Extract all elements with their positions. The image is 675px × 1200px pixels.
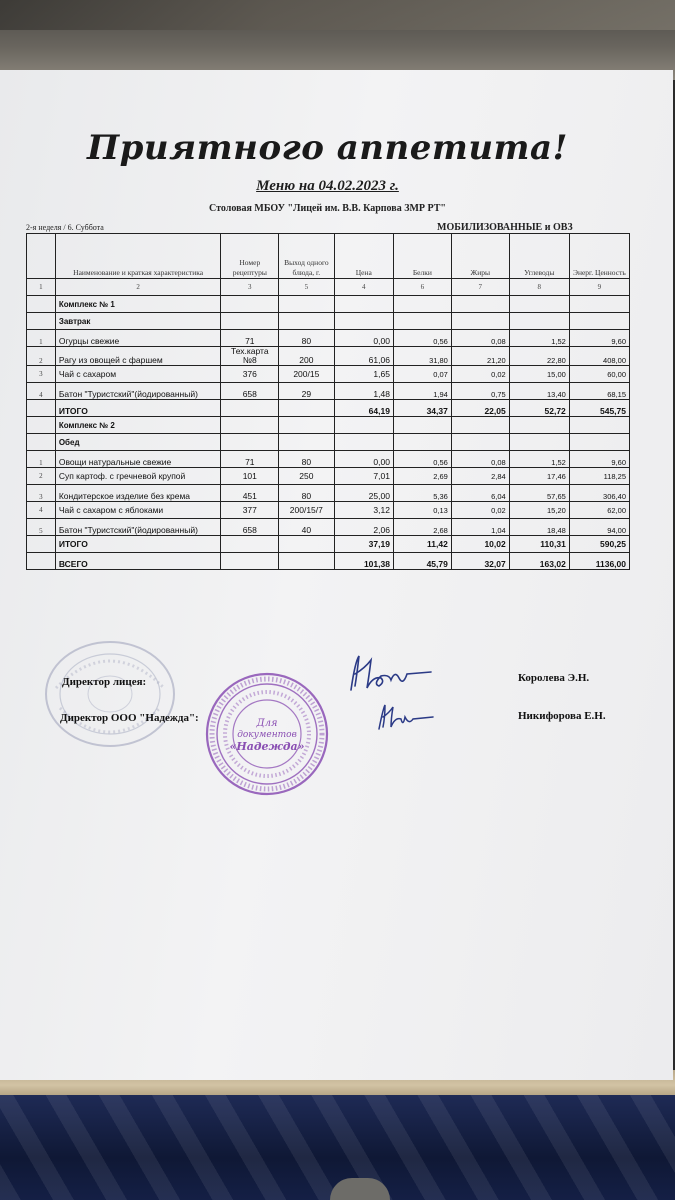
stamp-line-3: «Надежда» (229, 740, 305, 753)
table-row: 1 Овощи натуральные свежие 71 80 0,00 0,56 0,08 1,52 9,60 (27, 451, 630, 468)
total-price: 37,19 (334, 536, 393, 553)
total-label: ИТОГО (55, 536, 221, 553)
price: 0,00 (334, 451, 393, 468)
ooo-director-label: Директор ООО "Надежда": (60, 712, 199, 724)
background-clip (330, 1178, 390, 1200)
recipe-number: 376 (221, 366, 279, 383)
recipe-number: 377 (221, 502, 279, 519)
proteins: 0,56 (393, 330, 451, 347)
total-label: ИТОГО (55, 400, 221, 417)
proteins: 2,69 (393, 468, 451, 485)
fats: 0,08 (451, 451, 509, 468)
complex-label: Комплекс № 1 (55, 296, 221, 313)
table-header-row (27, 234, 630, 279)
header-recipe: Номер рецептуры (221, 234, 279, 279)
grand-total-carbs: 163,02 (509, 553, 569, 570)
complex-2-meal-row (27, 434, 630, 451)
fats: 6,04 (451, 485, 509, 502)
price: 0,00 (334, 330, 393, 347)
header-output: Выход одного блюда, г. (279, 234, 334, 279)
table-row: 3 Чай с сахаром 376 200/15 1,65 0,07 0,02 15,00 60,00 (27, 366, 630, 383)
column-number: 4 (334, 279, 393, 296)
proteins: 1,94 (393, 383, 451, 400)
stamp-line-1: Для (256, 718, 278, 729)
portion-output: 80 (279, 330, 334, 347)
portion-output: 29 (279, 383, 334, 400)
grand-total-fats: 32,07 (451, 553, 509, 570)
grand-total-proteins: 45,79 (393, 553, 451, 570)
column-number-row (27, 279, 630, 296)
table-row: 3 Кондитерское изделие без крема 451 80 25,00 5,36 6,04 57,65 306,40 (27, 485, 630, 502)
fats: 2,84 (451, 468, 509, 485)
price: 1,48 (334, 383, 393, 400)
column-number: 3 (221, 279, 279, 296)
total-proteins: 34,37 (393, 400, 451, 417)
column-number: 2 (55, 279, 221, 296)
total-fats: 10,02 (451, 536, 509, 553)
price: 7,01 (334, 468, 393, 485)
header-price: Цена (334, 234, 393, 279)
energy: 306,40 (569, 485, 629, 502)
energy: 118,25 (569, 468, 629, 485)
signature-2-icon (375, 703, 435, 731)
header-energy: Энерг. Ценность (569, 234, 629, 279)
column-number: 8 (509, 279, 569, 296)
total-energy: 545,75 (569, 400, 629, 417)
column-number: 5 (279, 279, 334, 296)
carbs: 18,48 (509, 519, 569, 536)
table-row: 2 Рагу из овощей с фаршем Тех.карта №8 200 61,06 31,80 21,20 22,80 408,00 (27, 347, 630, 366)
fats: 0,02 (451, 502, 509, 519)
recipe-number: 71 (221, 330, 279, 347)
table-row: 5 Батон "Туристский"(йодированный) 658 40 2,06 2,68 1,04 18,48 94,00 (27, 519, 630, 536)
stamp-line-2: документов (237, 730, 297, 740)
fats: 0,75 (451, 383, 509, 400)
carbs: 57,65 (509, 485, 569, 502)
complex-1-label-row (27, 296, 630, 313)
header-index (27, 234, 56, 279)
price: 3,12 (334, 502, 393, 519)
carbs: 15,20 (509, 502, 569, 519)
carbs: 15,00 (509, 366, 569, 383)
carbs: 1,52 (509, 451, 569, 468)
dish-name: Батон "Туристский"(йодированный) (55, 383, 221, 400)
portion-output: 40 (279, 519, 334, 536)
carbs: 1,52 (509, 330, 569, 347)
dish-name: Чай с сахаром с яблоками (55, 502, 221, 519)
fats: 0,08 (451, 330, 509, 347)
price: 1,65 (334, 366, 393, 383)
ooo-director-name: Никифорова Е.Н. (518, 710, 606, 722)
recipe-number: 101 (221, 468, 279, 485)
organization: Столовая МБОУ "Лицей им. В.В. Карпова ЗМР РТ" (209, 203, 446, 214)
menu-date: Меню на 04.02.2023 г. (256, 178, 399, 194)
proteins: 0,13 (393, 502, 451, 519)
fats: 21,20 (451, 347, 509, 366)
page-title: Приятного аппетита! (87, 128, 568, 168)
meal-label: Завтрак (55, 313, 221, 330)
recipe-number: Тех.карта №8 (221, 347, 279, 366)
recipe-number: 658 (221, 519, 279, 536)
grand-total-price: 101,38 (334, 553, 393, 570)
complex-1-total-row (27, 400, 630, 417)
proteins: 0,07 (393, 366, 451, 383)
total-energy: 590,25 (569, 536, 629, 553)
company-stamp-icon (203, 670, 331, 798)
portion-output: 80 (279, 451, 334, 468)
energy: 60,00 (569, 366, 629, 383)
dish-name: Огурцы свежие (55, 330, 221, 347)
signature-1-icon (345, 652, 435, 694)
portion-output: 200 (279, 347, 334, 366)
portion-output: 200/15/7 (279, 502, 334, 519)
column-number: 7 (451, 279, 509, 296)
recipe-number: 451 (221, 485, 279, 502)
week-day: 2-я неделя / 6. Суббота (26, 223, 104, 232)
portion-output: 200/15 (279, 366, 334, 383)
header-name: Наименование и краткая характеристика (55, 234, 221, 279)
complex-2-label-row (27, 417, 630, 434)
dish-name: Рагу из овощей с фаршем (55, 347, 221, 366)
header-fats: Жиры (451, 234, 509, 279)
portion-output: 250 (279, 468, 334, 485)
proteins: 5,36 (393, 485, 451, 502)
faded-seal-icon (42, 638, 178, 750)
carbs: 22,80 (509, 347, 569, 366)
menu-table (26, 233, 630, 570)
energy: 9,60 (569, 451, 629, 468)
total-carbs: 52,72 (509, 400, 569, 417)
dish-name: Чай с сахаром (55, 366, 221, 383)
energy: 62,00 (569, 502, 629, 519)
header-carbs: Углеводы (509, 234, 569, 279)
proteins: 2,68 (393, 519, 451, 536)
energy: 94,00 (569, 519, 629, 536)
proteins: 31,80 (393, 347, 451, 366)
carbs: 17,46 (509, 468, 569, 485)
complex-2-total-row (27, 536, 630, 553)
total-carbs: 110,31 (509, 536, 569, 553)
dish-name: Суп картоф. с гречневой крупой (55, 468, 221, 485)
table-row: 4 Чай с сахаром с яблоками 377 200/15/7 3,12 0,13 0,02 15,20 62,00 (27, 502, 630, 519)
dish-name: Кондитерское изделие без крема (55, 485, 221, 502)
total-price: 64,19 (334, 400, 393, 417)
fats: 1,04 (451, 519, 509, 536)
complex-1-meal-row (27, 313, 630, 330)
energy: 9,60 (569, 330, 629, 347)
target-group: МОБИЛИЗОВАННЫЕ и ОВЗ (437, 222, 573, 233)
recipe-number: 71 (221, 451, 279, 468)
director-name: Королева Э.Н. (518, 672, 590, 684)
table-row: 1 Огурцы свежие 71 80 0,00 0,56 0,08 1,52 9,60 (27, 330, 630, 347)
total-fats: 22,05 (451, 400, 509, 417)
column-number: 1 (27, 279, 56, 296)
carbs: 13,40 (509, 383, 569, 400)
column-number: 9 (569, 279, 629, 296)
grand-total-label: ВСЕГО (55, 553, 221, 570)
complex-label: Комплекс № 2 (55, 417, 221, 434)
dish-name: Батон "Туристский"(йодированный) (55, 519, 221, 536)
price: 61,06 (334, 347, 393, 366)
proteins: 0,56 (393, 451, 451, 468)
energy: 68,15 (569, 383, 629, 400)
fats: 0,02 (451, 366, 509, 383)
background-wall-shade (0, 0, 675, 30)
price: 2,06 (334, 519, 393, 536)
table-row: 2 Суп картоф. с гречневой крупой 101 250 7,01 2,69 2,84 17,46 118,25 (27, 468, 630, 485)
portion-output: 80 (279, 485, 334, 502)
director-label: Директор лицея: (62, 676, 147, 688)
grand-total-energy: 1136,00 (569, 553, 629, 570)
dish-name: Овощи натуральные свежие (55, 451, 221, 468)
table-row: 4 Батон "Туристский"(йодированный) 658 29 1,48 1,94 0,75 13,40 68,15 (27, 383, 630, 400)
meal-label: Обед (55, 434, 221, 451)
energy: 408,00 (569, 347, 629, 366)
header-proteins: Белки (393, 234, 451, 279)
price: 25,00 (334, 485, 393, 502)
total-proteins: 11,42 (393, 536, 451, 553)
recipe-number: 658 (221, 383, 279, 400)
column-number: 6 (393, 279, 451, 296)
grand-total-row (27, 553, 630, 570)
